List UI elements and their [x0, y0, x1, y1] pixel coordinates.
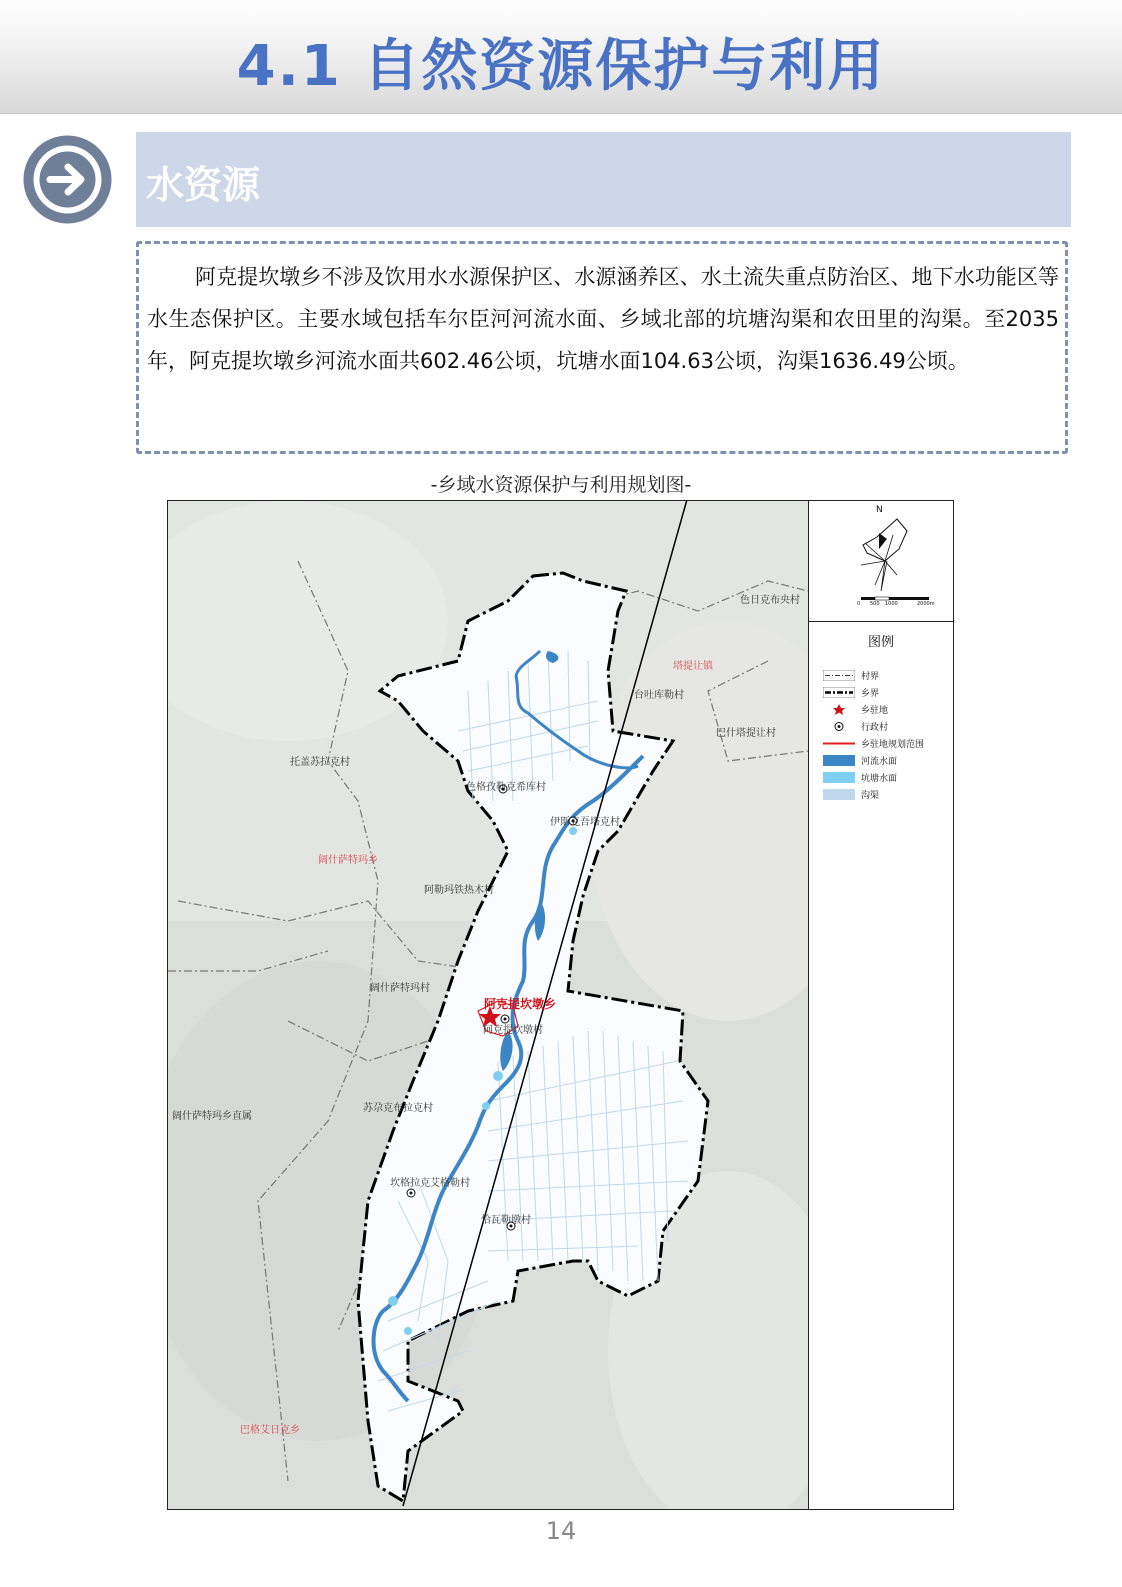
- legend-item: [823, 720, 948, 734]
- place-label: 巴格艾日克乡: [240, 1425, 300, 1436]
- thick-dash-dot-line-icon: [823, 687, 855, 698]
- legend-title: 图例: [867, 635, 894, 650]
- place-label: 坎格拉克艾格勒村: [390, 1178, 470, 1189]
- legend-label: 乡驻地规划范围: [861, 740, 925, 750]
- body-paragraph: 阿克提坎墩乡不涉及饮用水水源保护区、水源涵养区、水土流失重点防治区、地下水功能区等水生态保护区。主要水域包括车尔臣河河流水面、乡域北部的坑塘沟渠和农田里的沟渠。至2035年，阿克提坎墩乡河流水面共602.46公顷，坑塘水面104.63公顷，沟渠1636.49公顷。: [147, 265, 1059, 373]
- river-swatch: [823, 755, 855, 766]
- compass-rose-icon: [857, 515, 913, 595]
- legend-item: [823, 737, 948, 751]
- place-label: 色格孜勒克希库村: [466, 782, 546, 793]
- legend-item: [823, 771, 948, 785]
- place-label: 托盖苏拉克村: [290, 757, 350, 768]
- bullseye-icon: [823, 721, 855, 732]
- legend-label: 乡界: [861, 689, 880, 699]
- place-label: 伊斯克吾塔克村: [550, 817, 620, 828]
- legend-label: 行政村: [861, 723, 889, 733]
- place-label: 台吐库勒村: [634, 690, 684, 701]
- dash-dot-line-icon: [823, 670, 855, 681]
- town-label: 阿克提坎墩乡: [484, 997, 557, 1011]
- legend-label: 沟渠: [861, 791, 880, 801]
- legend-label: 河流水面: [861, 757, 898, 767]
- text-box: [136, 241, 1068, 454]
- legend-label: 坑塘水面: [861, 774, 898, 784]
- place-label: 苏尕克布拉克村: [363, 1103, 433, 1114]
- place-label: 阔什萨特玛村: [370, 983, 430, 994]
- map-frame: [167, 500, 954, 1510]
- ditch-swatch: [823, 789, 855, 800]
- red-star-icon: [823, 704, 855, 715]
- legend-item: [823, 686, 948, 700]
- place-label: 色日克布央村: [740, 595, 800, 606]
- page-number: 14: [545, 1517, 577, 1545]
- place-label: 阔什萨特玛乡直属: [172, 1111, 252, 1122]
- legend-item: [823, 754, 948, 768]
- place-label: 塔提让镇: [673, 661, 713, 672]
- planning-map: [168, 501, 809, 1509]
- page-title: 4.1 自然资源保护与利用: [236, 34, 886, 99]
- place-label: 恰瓦勒墩村: [481, 1215, 531, 1226]
- section-header: [136, 132, 1071, 227]
- place-label: 阿克提坎墩村: [483, 1025, 543, 1036]
- legend-item: [823, 669, 948, 683]
- legend-item: [823, 788, 948, 802]
- title-band: [0, 0, 1122, 114]
- pond-swatch: [823, 772, 855, 783]
- red-line-icon: [823, 738, 855, 749]
- legend-item: [823, 703, 948, 717]
- map-caption: -乡域水资源保护与利用规划图-: [430, 474, 692, 496]
- legend-label: 乡驻地: [861, 706, 889, 716]
- north-label: N: [876, 505, 883, 515]
- scale-label: 0: [857, 601, 861, 607]
- place-label: 阔什萨特玛乡: [318, 855, 378, 866]
- section-title: 水资源: [146, 163, 261, 207]
- scale-label: 1000: [885, 601, 898, 607]
- legend-panel: [809, 621, 953, 1509]
- scale-label: 500: [870, 601, 880, 607]
- place-label: 阿勒玛铁热木村: [424, 885, 494, 896]
- compass-panel: [809, 501, 953, 622]
- scale-label: 2000m: [917, 601, 935, 607]
- arrow-right-icon: [20, 132, 115, 227]
- place-label: 巴什塔提让村: [716, 728, 776, 739]
- legend-label: 村界: [861, 672, 880, 682]
